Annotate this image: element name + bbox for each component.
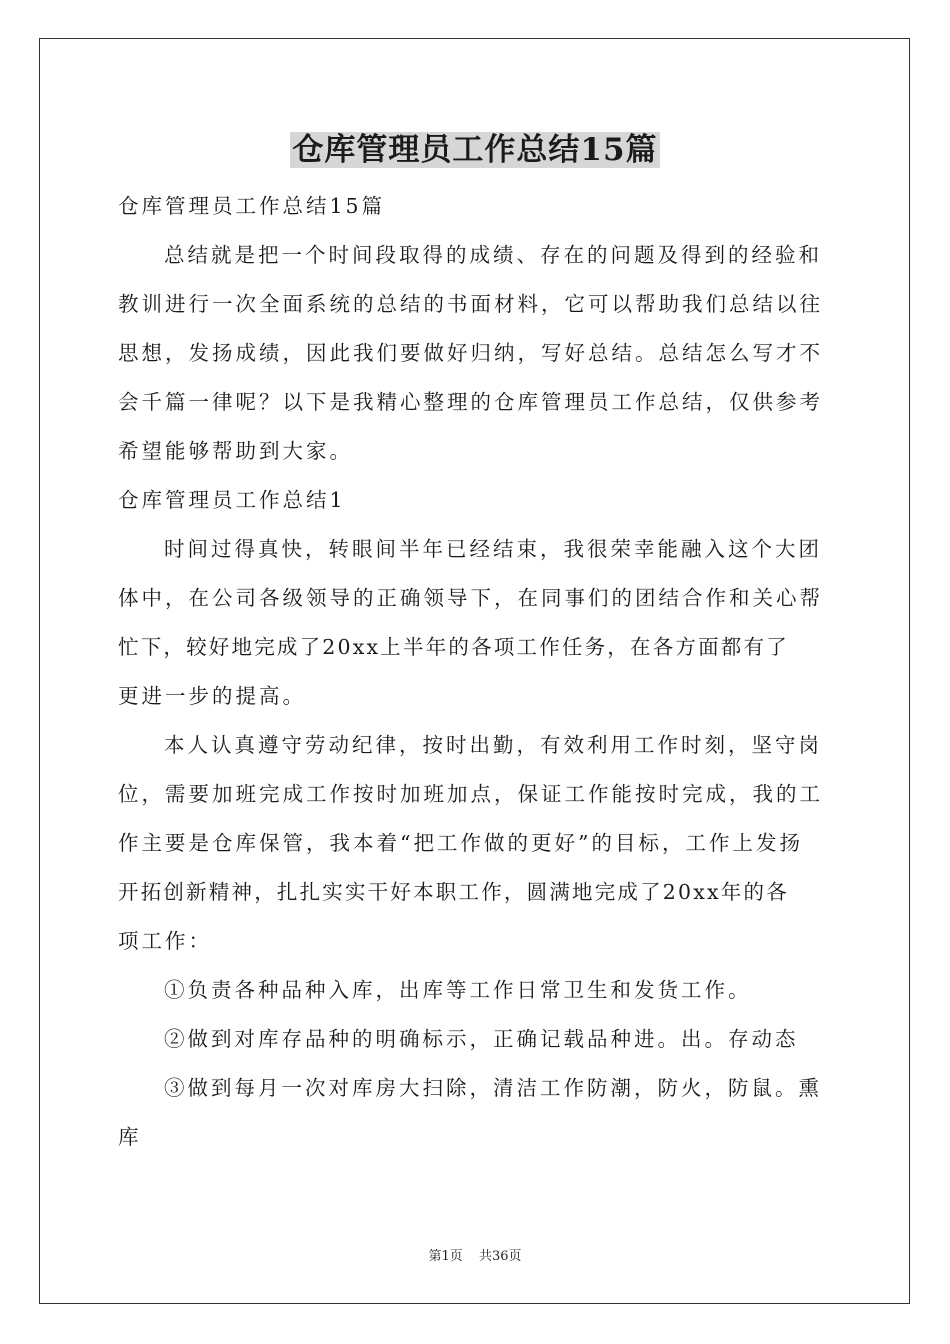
list-item: 库 [118, 1125, 142, 1149]
section-heading: 仓库管理员工作总结1 [118, 488, 346, 512]
paragraph-line: 时间过得真快，转眼间半年已经结束，我很荣幸能融入这个大团 [164, 537, 822, 561]
paragraph-line: 教训进行一次全面系统的总结的书面材料，它可以帮助我们总结以往 [118, 292, 823, 316]
document-title-text: 仓库管理员工作总结15篇 [292, 132, 658, 168]
paragraph-line: 忙下，较好地完成了20xx上半年的各项工作任务，在各方面都有了 [118, 635, 789, 659]
paragraph-line: 本人认真遵守劳动纪律，按时出勤，有效利用工作时刻，坚守岗 [164, 733, 822, 757]
paragraph-line: 作主要是仓库保管，我本着“把工作做的更好”的目标，工作上发扬 [118, 831, 803, 855]
list-item: ②做到对库存品种的明确标示，正确记载品种进。出。存动态 [164, 1027, 799, 1051]
paragraph-line: 开拓创新精神，扎扎实实干好本职工作，圆满地完成了20xx年的各 [118, 880, 789, 904]
paragraph-line: 更进一步的提高。 [118, 684, 306, 708]
page-total: 共36页 [478, 1249, 522, 1264]
list-item: ①负责各种品种入库，出库等工作日常卫生和发货工作。 [164, 978, 752, 1002]
page-footer [0, 1248, 950, 1266]
subtitle-line: 仓库管理员工作总结15篇 [118, 194, 386, 218]
paragraph-line: 体中，在公司各级领导的正确领导下，在同事们的团结合作和关心帮 [118, 586, 823, 610]
document-title [0, 128, 950, 172]
paragraph-line: 项工作： [118, 929, 212, 953]
paragraph-line: 位，需要加班完成工作按时加班加点，保证工作能按时完成，我的工 [118, 782, 823, 806]
paragraph-line: 总结就是把一个时间段取得的成绩、存在的问题及得到的经验和 [164, 243, 822, 267]
list-item: ③做到每月一次对库房大扫除，清洁工作防潮，防火，防鼠。熏 [164, 1076, 822, 1100]
document-body [118, 182, 834, 1162]
page-number: 第1页 [428, 1249, 463, 1264]
paragraph-line: 思想，发扬成绩，因此我们要做好归纳，写好总结。总结怎么写才不 [118, 341, 823, 365]
paragraph-line: 会千篇一律呢？以下是我精心整理的仓库管理员工作总结，仅供参考 [118, 390, 823, 414]
paragraph-line: 希望能够帮助到大家。 [118, 439, 353, 463]
